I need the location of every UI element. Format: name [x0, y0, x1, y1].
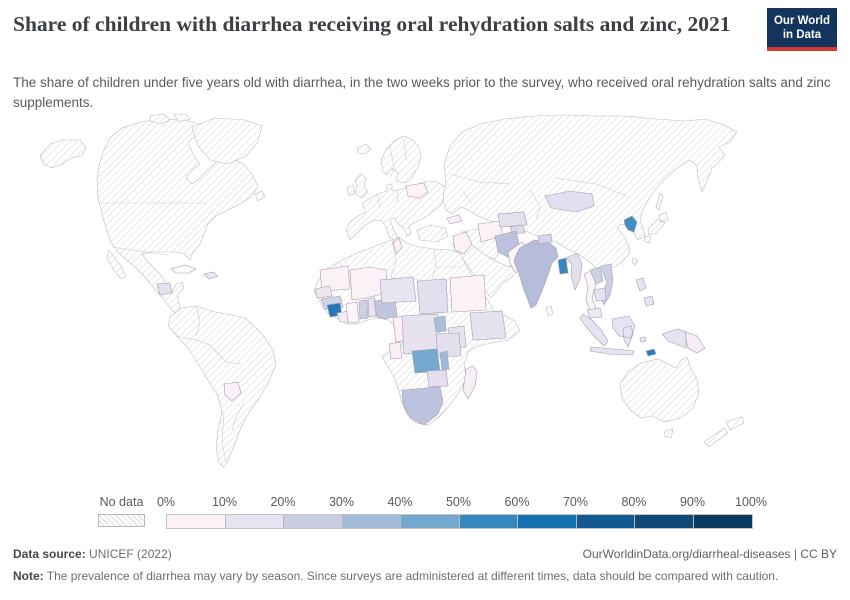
country-uganda[interactable] [434, 316, 446, 332]
legend-bin[interactable] [635, 515, 694, 528]
country-nepal[interactable] [538, 234, 552, 244]
legend-tick-label: 0% [156, 495, 176, 509]
legend-no-data-label: No data [99, 495, 144, 509]
country-cuba[interactable] [171, 265, 196, 273]
legend-bin[interactable] [343, 515, 402, 528]
legend-tick-label: 90% [679, 495, 706, 509]
data-source-label: Data source: [13, 547, 86, 561]
legend-tick-label: 30% [328, 495, 355, 509]
legend-bin[interactable] [226, 515, 285, 528]
map-region-uk-ireland-iceland [347, 144, 371, 198]
map-region-turkey [417, 225, 448, 242]
map-region-sri-lanka [546, 306, 553, 316]
chart-subtitle: The share of children under five years old with diarrhea, in the two weeks prior to the survey, who received oral rehydration salts and zinc supplements. [13, 75, 831, 110]
owid-link[interactable]: OurWorldinData.org/diarrheal-diseases | CC BY [582, 547, 837, 561]
country-bangladesh[interactable] [558, 258, 568, 274]
country-ghana[interactable] [359, 300, 368, 319]
country-indonesia[interactable] [580, 314, 686, 355]
country-malaysia[interactable] [587, 308, 602, 318]
country-cote-divoire[interactable] [346, 302, 359, 323]
legend-tick-label: 70% [562, 495, 589, 509]
legend-bin[interactable] [694, 515, 753, 528]
country-ethiopia[interactable] [470, 311, 506, 340]
legend-bin[interactable] [460, 515, 519, 528]
country-uzbekistan[interactable] [498, 212, 527, 227]
owid-logo[interactable] [767, 8, 837, 51]
legend-tick-label: 40% [387, 495, 413, 509]
legend-tick-label: 20% [270, 495, 296, 509]
legend-bin[interactable] [577, 515, 636, 528]
map-region-alaska [40, 140, 86, 168]
country-papua-new-guinea[interactable] [686, 332, 705, 353]
country-philippines[interactable] [636, 278, 654, 306]
map-region-scandinavia [381, 136, 421, 183]
country-georgia[interactable] [447, 215, 462, 224]
legend-tick-label: 100% [735, 495, 767, 509]
country-cambodia[interactable] [594, 288, 606, 301]
legend-bin[interactable] [167, 515, 226, 528]
legend-tick-label: 80% [621, 495, 647, 509]
country-dominican-republic[interactable] [204, 272, 218, 279]
country-sudan[interactable] [450, 275, 486, 312]
country-india[interactable] [514, 240, 558, 308]
page-title: Share of children with diarrhea receiving oral rehydration salts and zinc, 2021 [13, 12, 731, 36]
data-source-value: UNICEF (2022) [89, 547, 172, 561]
country-zambia[interactable] [412, 349, 440, 373]
legend-no-data[interactable] [98, 495, 145, 527]
country-congo[interactable] [389, 342, 402, 359]
legend-tick-label: 60% [504, 495, 530, 509]
map-region-australia [620, 357, 699, 422]
country-timor-leste[interactable] [646, 349, 656, 356]
country-south-africa[interactable] [402, 387, 443, 425]
owid-logo-line2: in Data [782, 28, 822, 41]
legend-no-data-swatch[interactable] [98, 514, 145, 527]
legend-bins [166, 514, 753, 529]
legend-bin[interactable] [401, 515, 460, 528]
legend-bin[interactable] [284, 515, 343, 528]
legend-bin[interactable] [518, 515, 577, 528]
map-region-tasmania-nz [664, 417, 744, 447]
note-label: Note: [13, 569, 44, 583]
owid-logo-line1: Our World [773, 15, 830, 27]
legend-color-scale [156, 495, 767, 529]
choropleth-map-svg [0, 112, 850, 492]
note-text: The prevalence of diarrhea may vary by season. Since surveys are administered at different times, data should be compared with caution. [46, 569, 779, 583]
country-zimbabwe[interactable] [427, 370, 448, 387]
country-guatemala[interactable] [157, 283, 172, 295]
country-myanmar[interactable] [566, 253, 582, 290]
footer-note-line [13, 569, 837, 583]
map-region-greenland [192, 118, 262, 164]
footer-source-line [13, 547, 837, 561]
country-chad[interactable] [417, 279, 448, 314]
world-map[interactable] [0, 112, 850, 492]
country-niger[interactable] [380, 277, 416, 303]
legend-tick-label: 10% [211, 495, 238, 509]
legend-tick-label: 50% [445, 495, 472, 509]
legend-ticks [156, 495, 767, 514]
